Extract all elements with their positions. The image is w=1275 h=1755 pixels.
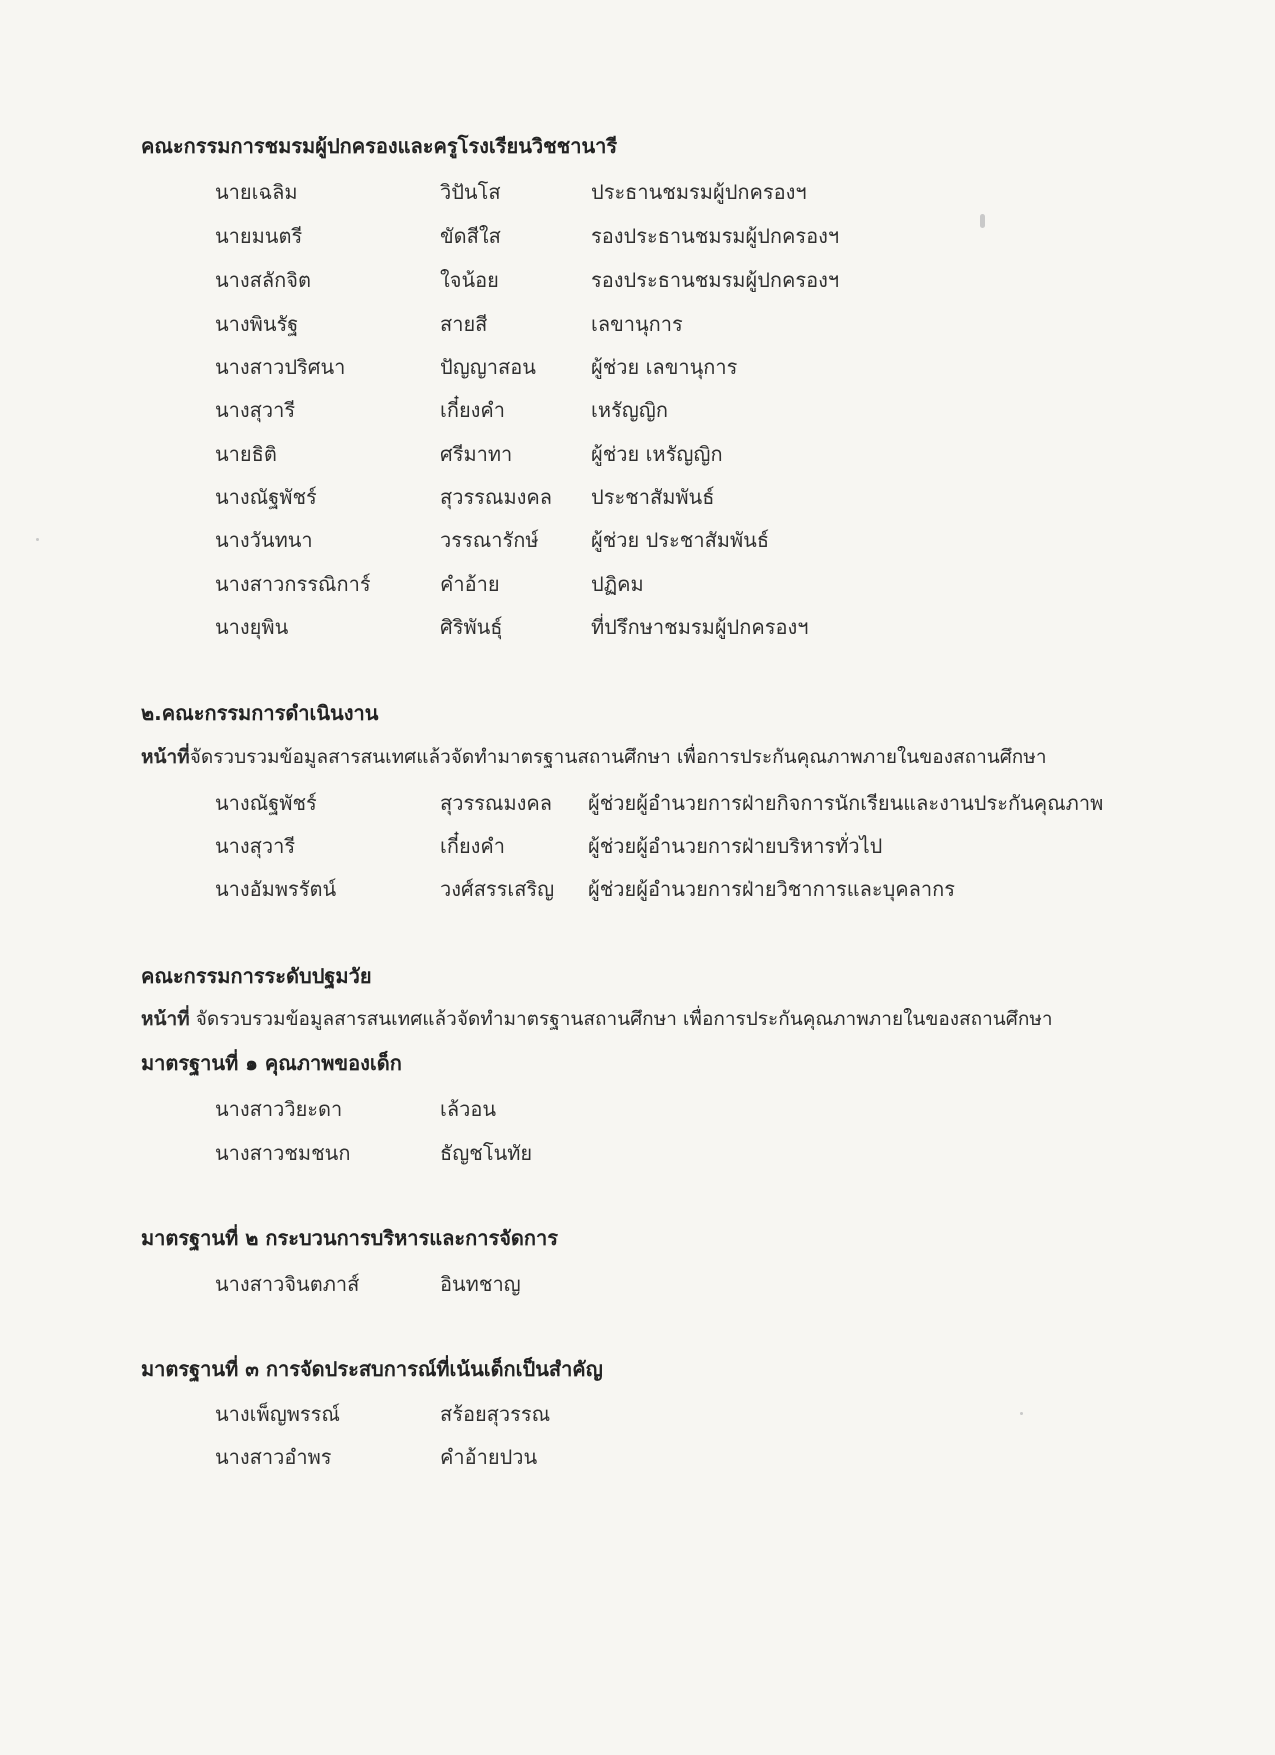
member-last-name: ปัญญาสอน bbox=[440, 355, 536, 379]
duty-text: จัดรวบรวมข้อมูลสารสนเทศแล้วจัดทำมาตรฐานสถานศึกษา เพื่อการประกันคุณภาพภายในของสถานศึกษา bbox=[189, 746, 1047, 768]
member-role: ประชาสัมพันธ์ bbox=[591, 485, 715, 509]
member-first-name: นายธิติ bbox=[215, 442, 277, 466]
member-last-name: คำอ้ายปวน bbox=[440, 1445, 538, 1469]
duty-lead: หน้าที่ bbox=[141, 746, 190, 768]
member-role: เหรัญญิก bbox=[591, 398, 668, 422]
member-first-name: นางสลักจิต bbox=[215, 268, 311, 292]
member-role: รองประธานชมรมผู้ปกครองฯ bbox=[591, 268, 840, 292]
member-role: ผู้ช่วยผู้อำนวยการฝ่ายกิจการนักเรียนและงานประกันคุณภาพ bbox=[588, 791, 1104, 815]
member-first-name: นางสาวกรรณิการ์ bbox=[215, 572, 371, 596]
duty-lead: หน้าที่ bbox=[141, 1008, 190, 1030]
member-role: ผู้ช่วย เหรัญญิก bbox=[591, 442, 723, 466]
member-last-name: เล้วอน bbox=[440, 1097, 497, 1121]
member-role: ผู้ช่วยผู้อำนวยการฝ่ายบริหารทั่วไป bbox=[588, 834, 883, 858]
standard-heading: มาตรฐานที่ ๑ คุณภาพของเด็ก bbox=[141, 1051, 402, 1075]
member-last-name: วรรณารักษ์ bbox=[440, 528, 539, 552]
member-role: รองประธานชมรมผู้ปกครองฯ bbox=[591, 224, 840, 248]
member-role: เลขานุการ bbox=[591, 312, 683, 336]
member-first-name: นางสุวารี bbox=[215, 834, 296, 858]
member-first-name: นางสุวารี bbox=[215, 398, 296, 422]
member-last-name: ธัญชโนทัย bbox=[440, 1141, 533, 1165]
member-first-name: นางเพ็ญพรรณ์ bbox=[215, 1402, 340, 1426]
member-first-name: นางสาวจินตภาส์ bbox=[215, 1272, 360, 1296]
member-first-name: นางสาวอำพร bbox=[215, 1445, 332, 1469]
member-first-name: นางสาววิยะดา bbox=[215, 1097, 343, 1121]
member-first-name: นางณัฐพัชร์ bbox=[215, 485, 317, 509]
scan-speck bbox=[1020, 1412, 1023, 1415]
member-first-name: นางณัฐพัชร์ bbox=[215, 791, 317, 815]
member-last-name: ขัดสีใส bbox=[440, 224, 501, 248]
member-last-name: สร้อยสุวรรณ bbox=[440, 1402, 551, 1426]
member-first-name: นางพินรัฐ bbox=[215, 312, 299, 336]
section-heading-parent-committee: คณะกรรมการชมรมผู้ปกครองและครูโรงเรียนวิชชานารี bbox=[141, 134, 618, 158]
member-role: ผู้ช่วย เลขานุการ bbox=[591, 355, 738, 379]
member-role: ผู้ช่วยผู้อำนวยการฝ่ายวิชาการและบุคลากร bbox=[588, 877, 955, 901]
duty-text: จัดรวบรวมข้อมูลสารสนเทศแล้วจัดทำมาตรฐานสถานศึกษา เพื่อการประกันคุณภาพภายในของสถานศึกษา bbox=[189, 1008, 1053, 1030]
section-heading-operating-committee: ๒.คณะกรรมการดำเนินงาน bbox=[141, 701, 379, 725]
member-first-name: นายมนตรี bbox=[215, 224, 303, 248]
member-first-name: นางวันทนา bbox=[215, 528, 313, 552]
standard-heading: มาตรฐานที่ ๓ การจัดประสบการณ์ที่เน้นเด็กเป็นสำคัญ bbox=[141, 1357, 603, 1381]
standard-heading: มาตรฐานที่ ๒ กระบวนการบริหารและการจัดการ bbox=[141, 1226, 559, 1250]
scan-speck bbox=[980, 214, 985, 228]
member-first-name: นางสาวปริศนา bbox=[215, 355, 346, 379]
member-last-name: คำอ้าย bbox=[440, 572, 500, 596]
member-last-name: ศรีมาทา bbox=[440, 442, 513, 466]
member-role: ที่ปรึกษาชมรมผู้ปกครองฯ bbox=[591, 615, 809, 639]
member-last-name: สายสี bbox=[440, 312, 488, 336]
member-role: ปฏิคม bbox=[591, 572, 644, 596]
member-first-name: นางสาวชมชนก bbox=[215, 1141, 351, 1165]
member-last-name: สุวรรณมงคล bbox=[440, 791, 553, 815]
duty-statement bbox=[141, 1004, 1053, 1034]
member-last-name: วงศ์สรรเสริญ bbox=[440, 877, 555, 901]
member-last-name: ศิริพันธุ์ bbox=[440, 615, 503, 639]
duty-statement bbox=[141, 742, 1047, 772]
member-first-name: นายเฉลิม bbox=[215, 180, 298, 204]
member-last-name: อินทชาญ bbox=[440, 1272, 521, 1296]
member-first-name: นางอัมพรรัตน์ bbox=[215, 877, 337, 901]
member-last-name: วิปันโส bbox=[440, 180, 501, 204]
member-role: ผู้ช่วย ประชาสัมพันธ์ bbox=[591, 528, 770, 552]
section-heading-early-childhood: คณะกรรมการระดับปฐมวัย bbox=[141, 964, 372, 988]
member-last-name: เกี๋ยงคำ bbox=[440, 398, 506, 422]
member-first-name: นางยุพิน bbox=[215, 615, 289, 639]
member-last-name: เกี๋ยงคำ bbox=[440, 834, 506, 858]
scan-speck bbox=[36, 538, 39, 541]
member-role: ประธานชมรมผู้ปกครองฯ bbox=[591, 180, 807, 204]
member-last-name: สุวรรณมงคล bbox=[440, 485, 553, 509]
member-last-name: ใจน้อย bbox=[440, 268, 499, 292]
